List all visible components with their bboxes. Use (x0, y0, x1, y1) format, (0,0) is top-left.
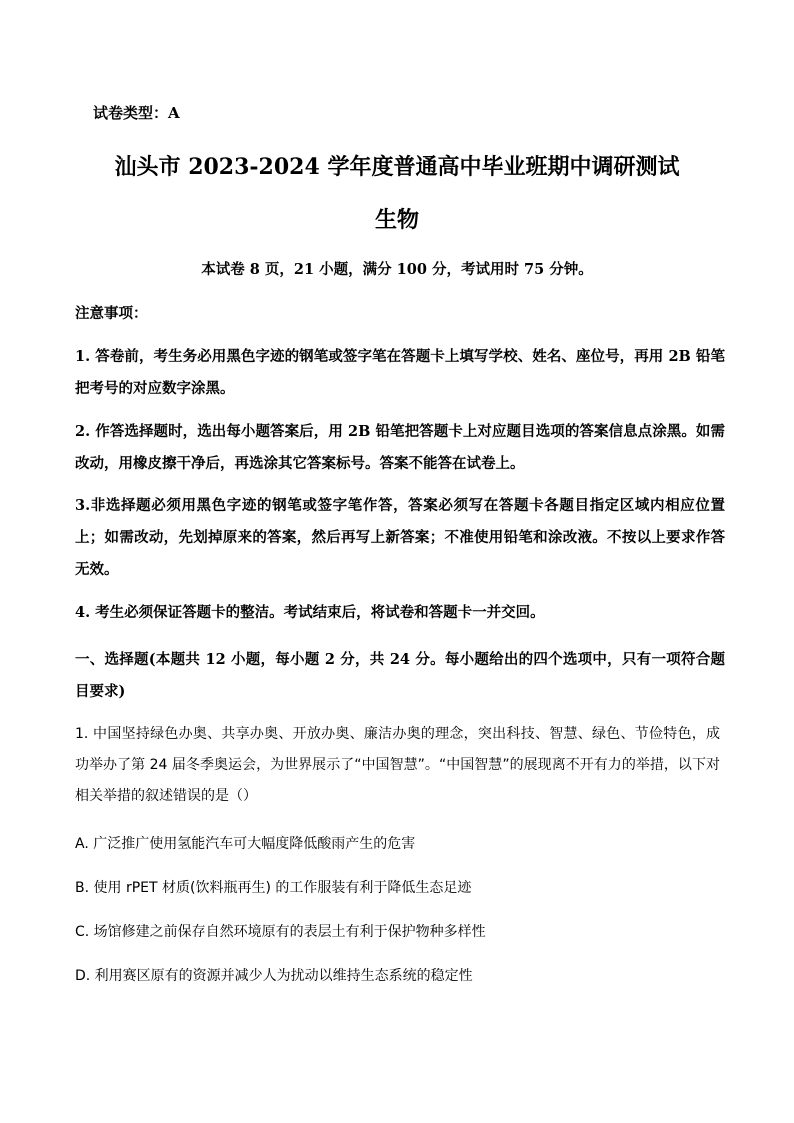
notice-heading: 注意事项： (75, 305, 148, 322)
section-heading-choice: 一、选择题(本题共 12 小题，每小题 2 分，共 24 分。每小题给出的四个选项中，只有一项符合题目要求) (75, 651, 725, 700)
notice-item-3: 3.非选择题必须用黑色字迹的钢笔或签字笔作答，答案必须写在答题卡各题目指定区域内相应位置上；如需改动，先划掉原来的答案，然后再写上新答案；不准使用铅笔和涂改液。不按以上要求作答无效。 (75, 497, 725, 578)
question-1-option-d: D. 利用赛区原有的资源并减少人为扰动以维持生态系统的稳定性 (75, 968, 473, 984)
question-1-stem: 1. 中国坚持绿色办奥、共享办奥、开放办奥、廉洁办奥的理念，突出科技、智慧、绿色、节俭特色，成功举办了第 24 届冬季奥运会，为世界展示了“中国智慧”。“中国智慧”的展现离不开有力的举措，以下对相关举措的叙述错误的是（） (75, 726, 720, 804)
question-1-option-b: B. 使用 rPET 材质(饮料瓶再生) 的工作服装有利于降低生态足迹 (75, 880, 472, 896)
exam-type-label: 试卷类型：A (93, 104, 180, 122)
notice-item-2: 2. 作答选择题时，选出每小题答案后，用 2B 铅笔把答题卡上对应题目选项的答案信息点涂黑。如需改动，用橡皮擦干净后，再选涂其它答案标号。答案不能答在试卷上。 (75, 423, 725, 472)
question-1-option-c: C. 场馆修建之前保存自然环境原有的表层土有利于保护物种多样性 (75, 924, 486, 940)
notice-item-1: 1. 答卷前，考生务必用黑色字迹的钢笔或签字笔在答题卡上填写学校、姓名、座位号，再用 2B 铅笔把考号的对应数字涂黑。 (75, 348, 725, 397)
exam-info: 本试卷 8 页，21 小题，满分 100 分，考试用时 75 分钟。 (201, 261, 593, 278)
exam-title: 汕头市 2023-2024 学年度普通高中毕业班期中调研测试 (114, 154, 680, 180)
question-1-option-a: A. 广泛推广使用氢能汽车可大幅度降低酸雨产生的危害 (75, 836, 416, 852)
notice-item-4: 4. 考生必须保证答题卡的整洁。考试结束后，将试卷和答题卡一并交回。 (75, 604, 545, 621)
subject-title: 生物 (374, 207, 419, 233)
